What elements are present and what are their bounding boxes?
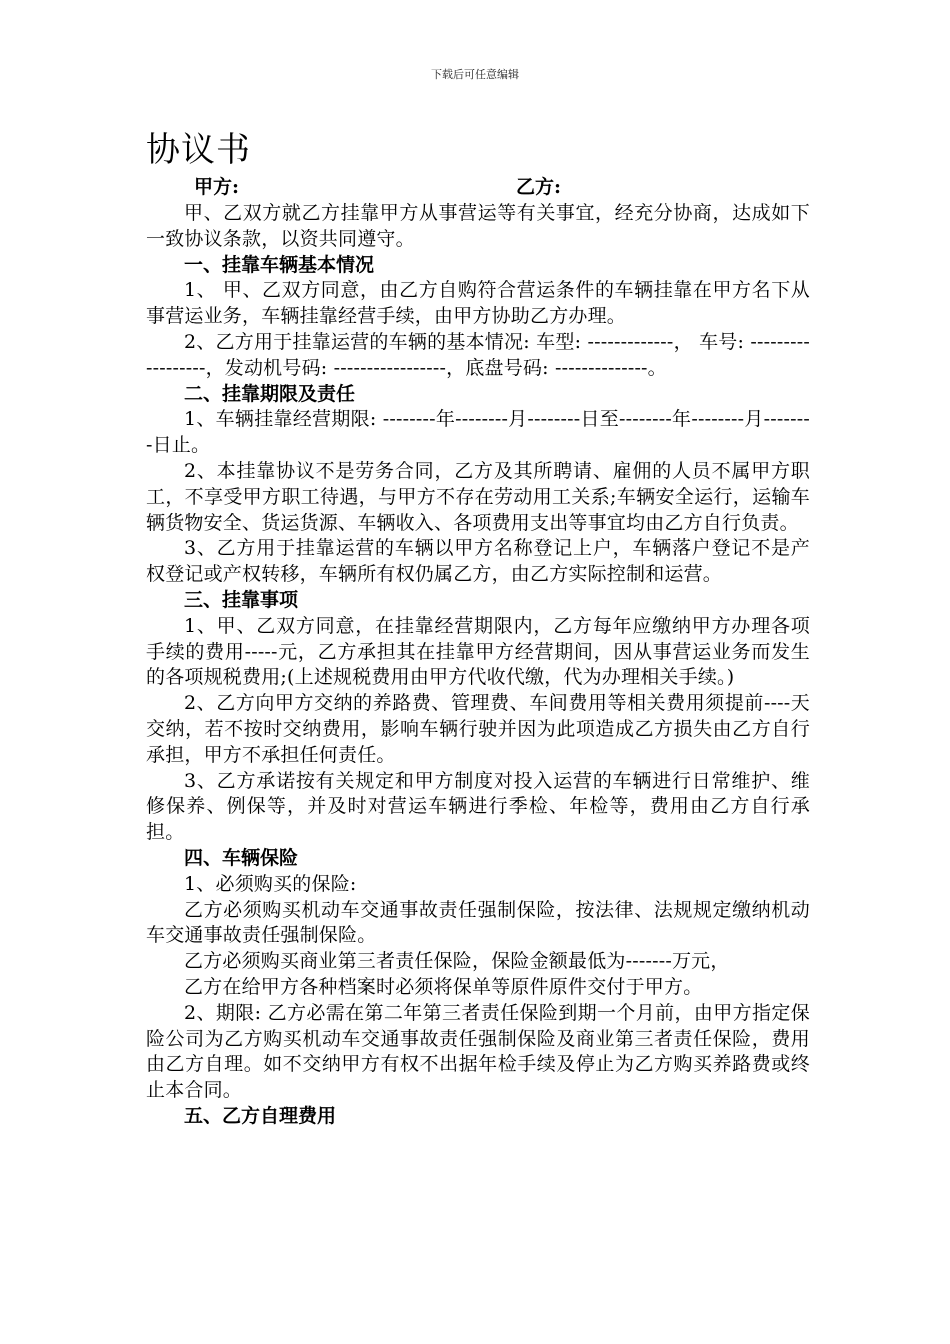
intro-paragraph: 甲、乙双方就乙方挂靠甲方从事营运等有关事宜，经充分协商，达成如下一致协议条款，以资共同遵守。	[146, 202, 810, 250]
party-b-label: 乙方:	[516, 176, 562, 198]
section-heading: 三、挂靠事项	[184, 588, 299, 611]
section-heading: 二、挂靠期限及责任	[184, 382, 356, 405]
clause-paragraph: 1、 甲、乙双方同意，由乙方自购符合营运条件的车辆挂靠在甲方名下从事营运业务，车辆挂靠经营手续，由甲方协助乙方办理。	[146, 279, 810, 328]
document-title: 协议书	[146, 130, 251, 170]
clause-paragraph: 2、本挂靠协议不是劳务合同，乙方及其所聘请、雇佣的人员不属甲方职工，不享受甲方职工待遇，与甲方不存在劳动用工关系;车辆安全运行，运输车辆货物安全、货运货源、车辆收入、各项费用支出等事宜均由乙方自行负责。	[146, 459, 810, 534]
parties-line	[146, 174, 810, 201]
page-header: 下载后可任意编辑	[431, 68, 519, 81]
clause-paragraph: 乙方在给甲方各种档案时必须将保单等原件原件交付于甲方。	[184, 975, 703, 998]
party-a-label: 甲方:	[194, 176, 240, 198]
clause-paragraph: 1、车辆挂靠经营期限: --------年--------月--------日至--------年--------月--------日止。	[146, 408, 810, 457]
clause-paragraph: 乙方必须购买机动车交通事故责任强制保险，按法律、法规规定缴纳机动车交通事故责任强制保险。	[146, 898, 810, 947]
document-body	[146, 126, 810, 1130]
clause-paragraph: 1、甲、乙双方同意，在挂靠经营期限内，乙方每年应缴纳甲方办理各项手续的费用-----元，乙方承担其在挂靠甲方经营期间，因从事营运业务而发生的各项规税费用;(上述规税费用由甲方代收代缴，代为办理相关手续。)	[146, 614, 810, 689]
clause-paragraph: 3、乙方承诺按有关规定和甲方制度对投入运营的车辆进行日常维护、维修保养、例保等，并及时对营运车辆进行季检、年检等，费用由乙方自行承担。	[146, 769, 810, 844]
section-heading: 四、车辆保险	[184, 846, 299, 869]
section-heading: 一、挂靠车辆基本情况	[184, 253, 375, 276]
clause-paragraph: 2、乙方向甲方交纳的养路费、管理费、车间费用等相关费用须提前----天交纳，若不按时交纳费用，影响车辆行驶并因为此项造成乙方损失由乙方自行承担，甲方不承担任何责任。	[146, 692, 810, 766]
clause-paragraph: 乙方必须购买商业第三者责任保险，保险金额最低为-------万元，	[184, 950, 730, 973]
clause-paragraph: 1、必须购买的保险:	[184, 872, 357, 895]
clause-paragraph: 3、乙方用于挂靠运营的车辆以甲方名称登记上户，车辆落户登记不是产权登记或产权转移，车辆所有权仍属乙方，由乙方实际控制和运营。	[146, 537, 810, 586]
section-heading: 五、乙方自理费用	[184, 1104, 337, 1127]
clause-paragraph: 2、乙方用于挂靠运营的车辆的基本情况: 车型: -------------， 车号: ------------------，发动机号码: -----------------，底盘号码: --------------。	[146, 330, 810, 379]
clause-paragraph: 2、期限: 乙方必需在第二年第三者责任保险到期一个月前，由甲方指定保险公司为乙方购买机动车交通事故责任强制保险及商业第三者责任保险，费用由乙方自理。如不交纳甲方有权不出据年检手续及停止为乙方购买养路费或终止本合同。	[146, 1001, 810, 1102]
